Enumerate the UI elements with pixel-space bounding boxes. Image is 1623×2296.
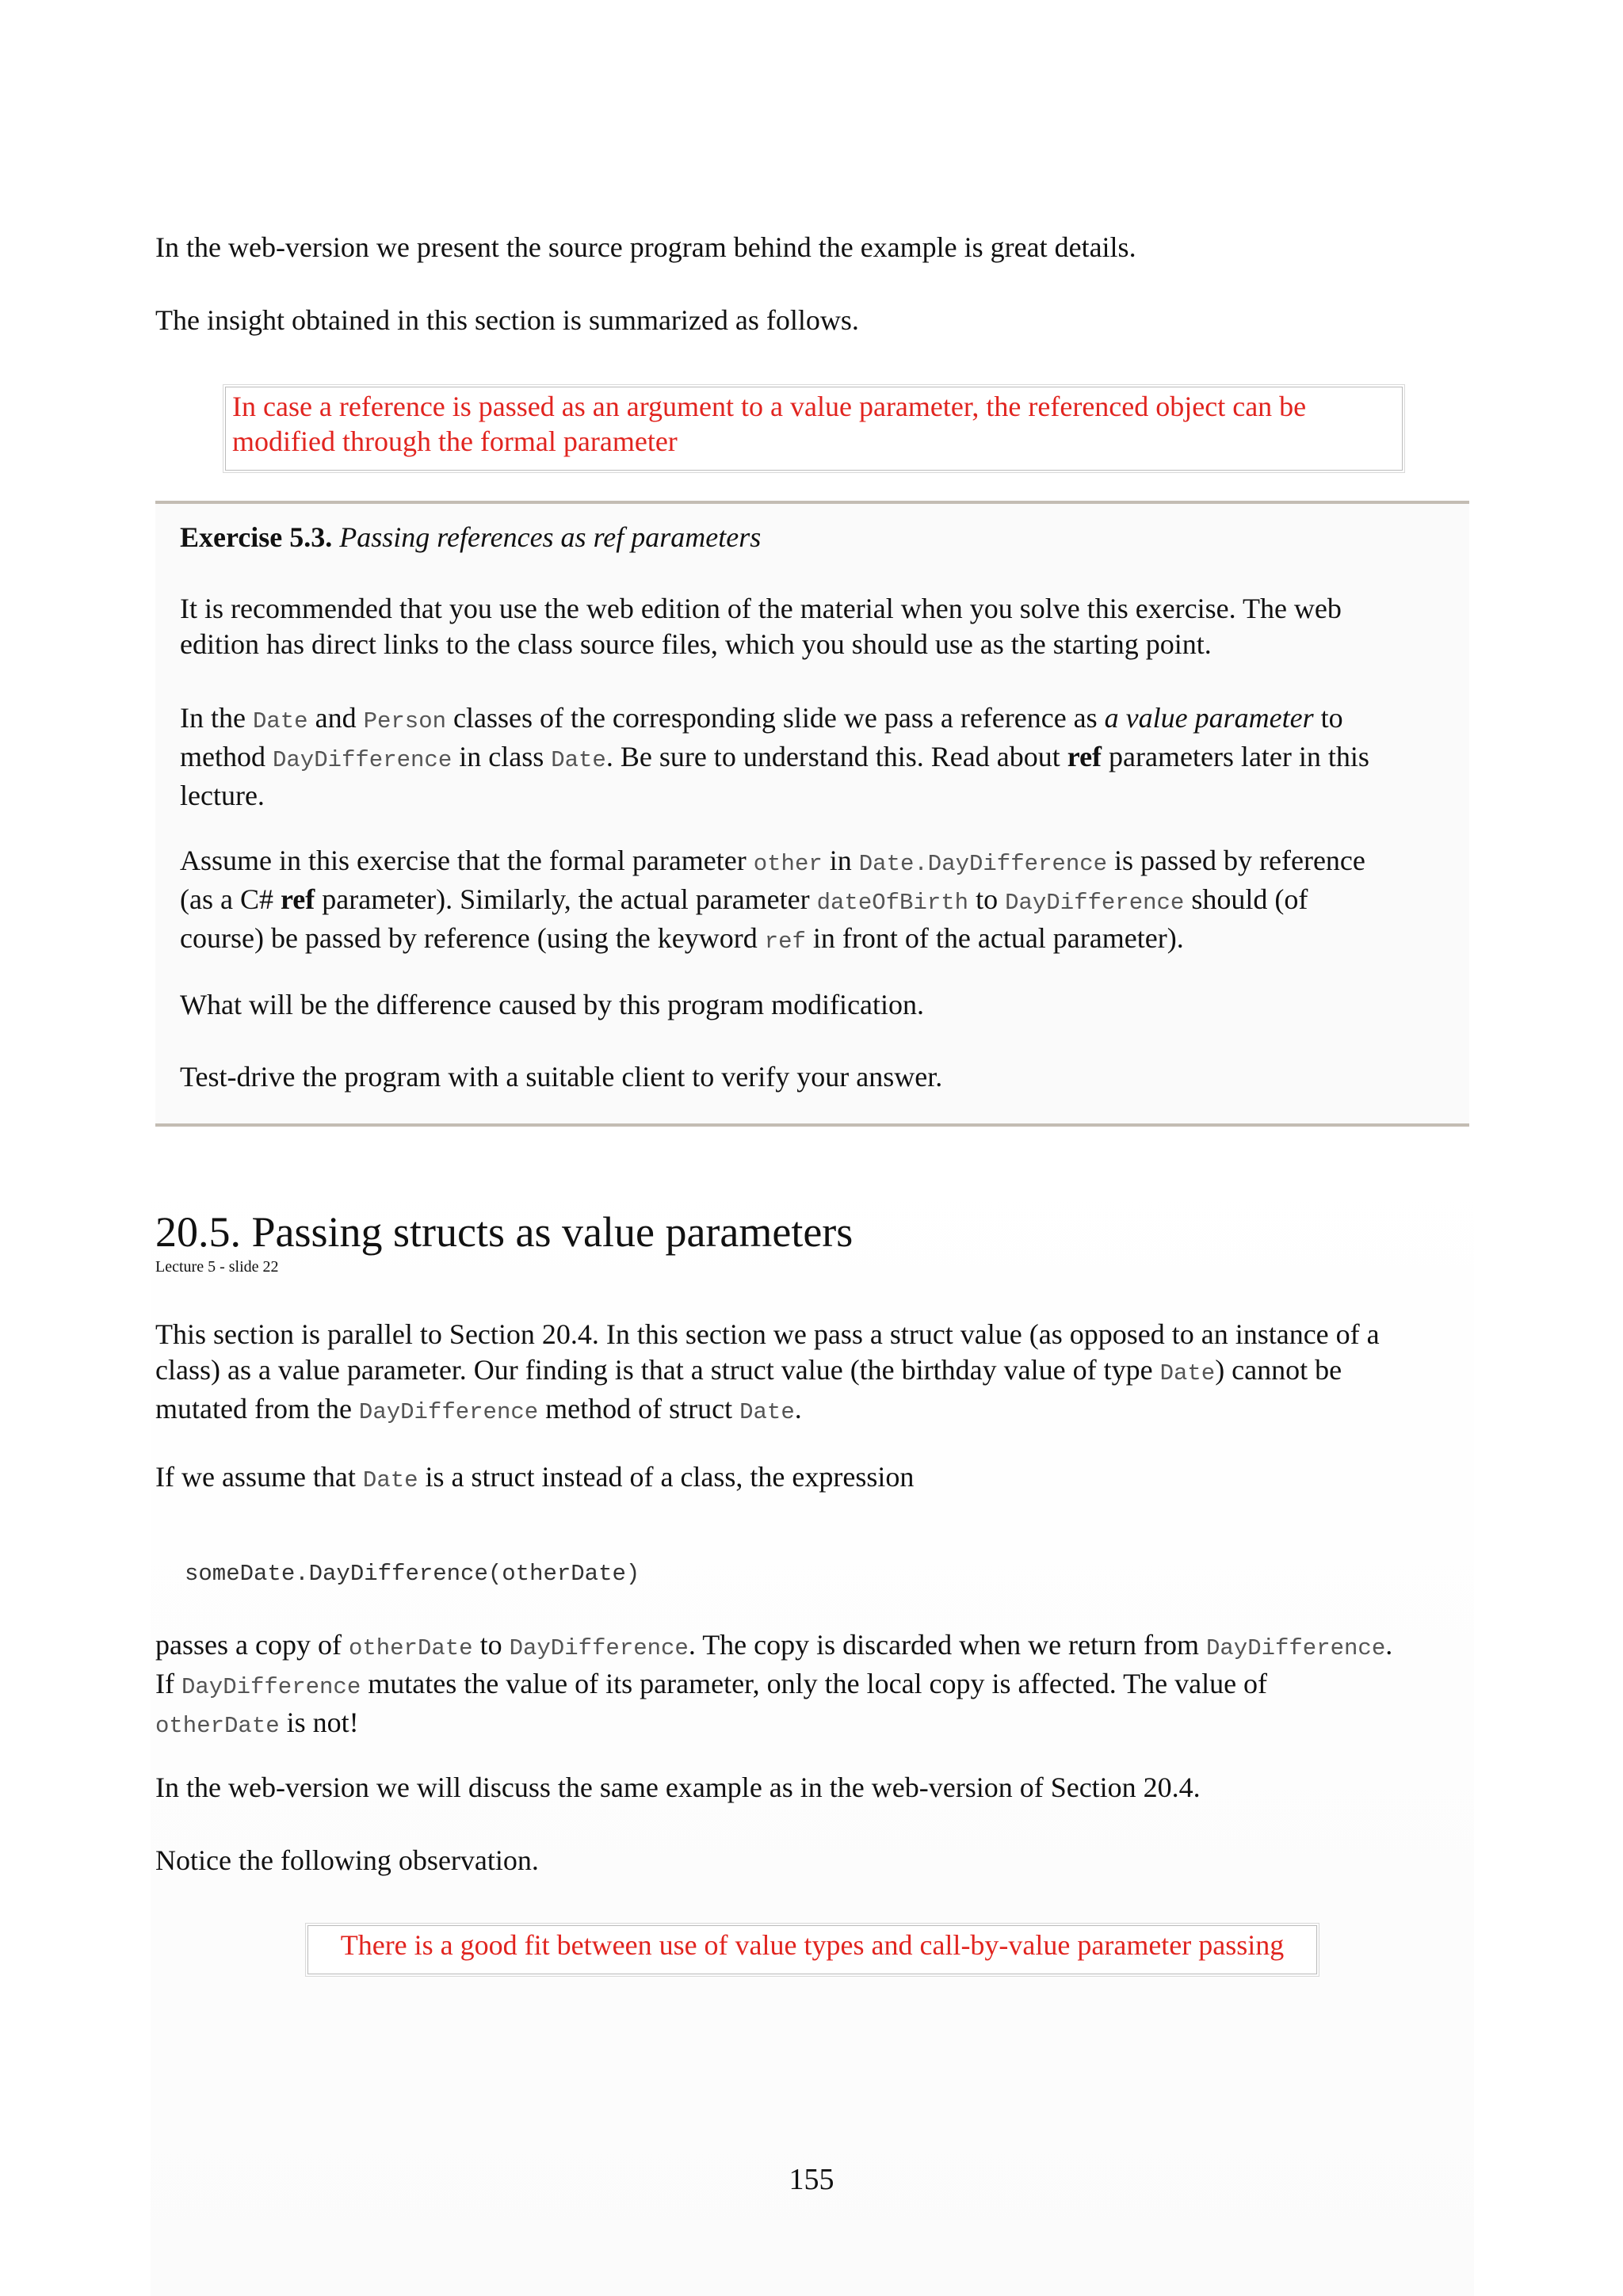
text: classes of the corresponding slide we pass a reference as <box>446 702 1105 734</box>
bold-ref: ref <box>1067 741 1102 772</box>
text: parameters later in this <box>1102 741 1369 772</box>
code-date-daydifference: Date.DayDifference <box>858 851 1108 877</box>
code-otherdate: otherDate <box>155 1713 280 1739</box>
text: is not! <box>279 1707 359 1738</box>
intro-paragraph-1: In the web-version we present the source program behind the example is great details. <box>155 231 1136 263</box>
code-date: Date <box>739 1399 795 1425</box>
code-dateofbirth: dateOfBirth <box>816 890 969 916</box>
text: If we assume that <box>155 1461 363 1493</box>
code-otherdate: otherDate <box>348 1635 473 1661</box>
exercise-title <box>180 520 761 555</box>
callout-reference-argument <box>225 387 1403 471</box>
text: in class <box>452 741 552 772</box>
text: should (of <box>1184 883 1308 915</box>
section-heading: 20.5. Passing structs as value parameters <box>155 1208 854 1256</box>
text: . <box>794 1393 802 1425</box>
section-paragraph-2 <box>155 1459 914 1498</box>
code-example: someDate.DayDifference(otherDate) <box>185 1561 640 1587</box>
text: . The copy is discarded when we return from <box>688 1629 1206 1661</box>
emphasis: a value parameter <box>1104 702 1314 734</box>
code-daydifference: DayDifference <box>509 1635 689 1661</box>
text: . <box>1385 1629 1393 1661</box>
text-line: It is recommended that you use the web edition of the material when you solve this exercise. The web <box>180 593 1342 624</box>
text: passes a copy of <box>155 1629 349 1661</box>
text: method of struct <box>538 1393 740 1425</box>
text: lecture. <box>180 780 265 811</box>
exercise-bottom-rule <box>155 1123 1469 1127</box>
exercise-name: Passing references as ref parameters <box>339 521 762 553</box>
slide-reference: Lecture 5 - slide 22 <box>155 1258 279 1276</box>
code-daydifference: DayDifference <box>1205 1635 1386 1661</box>
exercise-paragraph-2 <box>180 700 1369 814</box>
text: mutates the value of its parameter, only the local copy is affected. The value of <box>361 1668 1268 1699</box>
bold-ref: ref <box>280 883 315 915</box>
code-daydifference: DayDifference <box>1005 890 1185 916</box>
text-line: edition has direct links to the class source files, which you should use as the starting point. <box>180 628 1212 660</box>
code-daydifference: DayDifference <box>272 747 453 773</box>
text: to <box>1313 702 1343 734</box>
exercise-paragraph-1 <box>180 591 1342 662</box>
code-date: Date <box>252 708 308 734</box>
code-other: other <box>753 851 823 877</box>
exercise-paragraph-5: Test-drive the program with a suitable client to verify your answer. <box>180 1061 943 1093</box>
exercise-top-rule <box>155 501 1469 504</box>
text: course) be passed by reference (using the keyword <box>180 922 765 954</box>
text: parameter). Similarly, the actual parameter <box>315 883 817 915</box>
code-date: Date <box>1159 1360 1216 1386</box>
exercise-label: Exercise 5.3. <box>180 521 333 553</box>
text: mutated from the <box>155 1393 359 1425</box>
section-paragraph-5: Notice the following observation. <box>155 1844 539 1876</box>
text: in front of the actual parameter). <box>805 922 1184 954</box>
section-paragraph-1 <box>155 1317 1380 1430</box>
code-ref: ref <box>764 929 806 955</box>
text: in <box>822 845 859 876</box>
page-number: 155 <box>789 2163 834 2196</box>
text: ) cannot be <box>1215 1354 1342 1386</box>
text: is a struct instead of a class, the expression <box>418 1461 915 1493</box>
text: to <box>968 883 1006 915</box>
text: is passed by reference <box>1107 845 1365 876</box>
text: class) as a value parameter. Our finding is that a struct value (the birthday value of type <box>155 1354 1160 1386</box>
text: In the <box>180 702 253 734</box>
code-daydifference: DayDifference <box>181 1674 361 1700</box>
callout-line: modified through the formal parameter <box>232 425 678 457</box>
exercise-paragraph-3 <box>180 843 1365 959</box>
section-paragraph-3 <box>155 1627 1392 1744</box>
intro-paragraph-2: The insight obtained in this section is summarized as follows. <box>155 304 859 336</box>
callout-line: In case a reference is passed as an argument to a value parameter, the referenced object can be <box>232 391 1307 422</box>
code-date: Date <box>551 747 606 773</box>
text: Assume in this exercise that the formal parameter <box>180 845 754 876</box>
code-person: Person <box>363 708 446 734</box>
code-date: Date <box>362 1467 418 1493</box>
text: (as a C# <box>180 883 281 915</box>
text: . Be sure to understand this. Read about <box>605 741 1067 772</box>
text: method <box>180 741 273 772</box>
code-daydifference: DayDifference <box>358 1399 539 1425</box>
text: If <box>155 1668 181 1699</box>
callout-value-types: There is a good fit between use of value types and call-by-value parameter passing <box>307 1925 1317 1974</box>
text-line: This section is parallel to Section 20.4. In this section we pass a struct value (as opposed to an instance of a <box>155 1318 1380 1350</box>
exercise-paragraph-4: What will be the difference caused by this program modification. <box>180 989 925 1020</box>
text: to <box>472 1629 510 1661</box>
text: and <box>307 702 364 734</box>
section-paragraph-4: In the web-version we will discuss the same example as in the web-version of Section 20.4. <box>155 1772 1201 1803</box>
